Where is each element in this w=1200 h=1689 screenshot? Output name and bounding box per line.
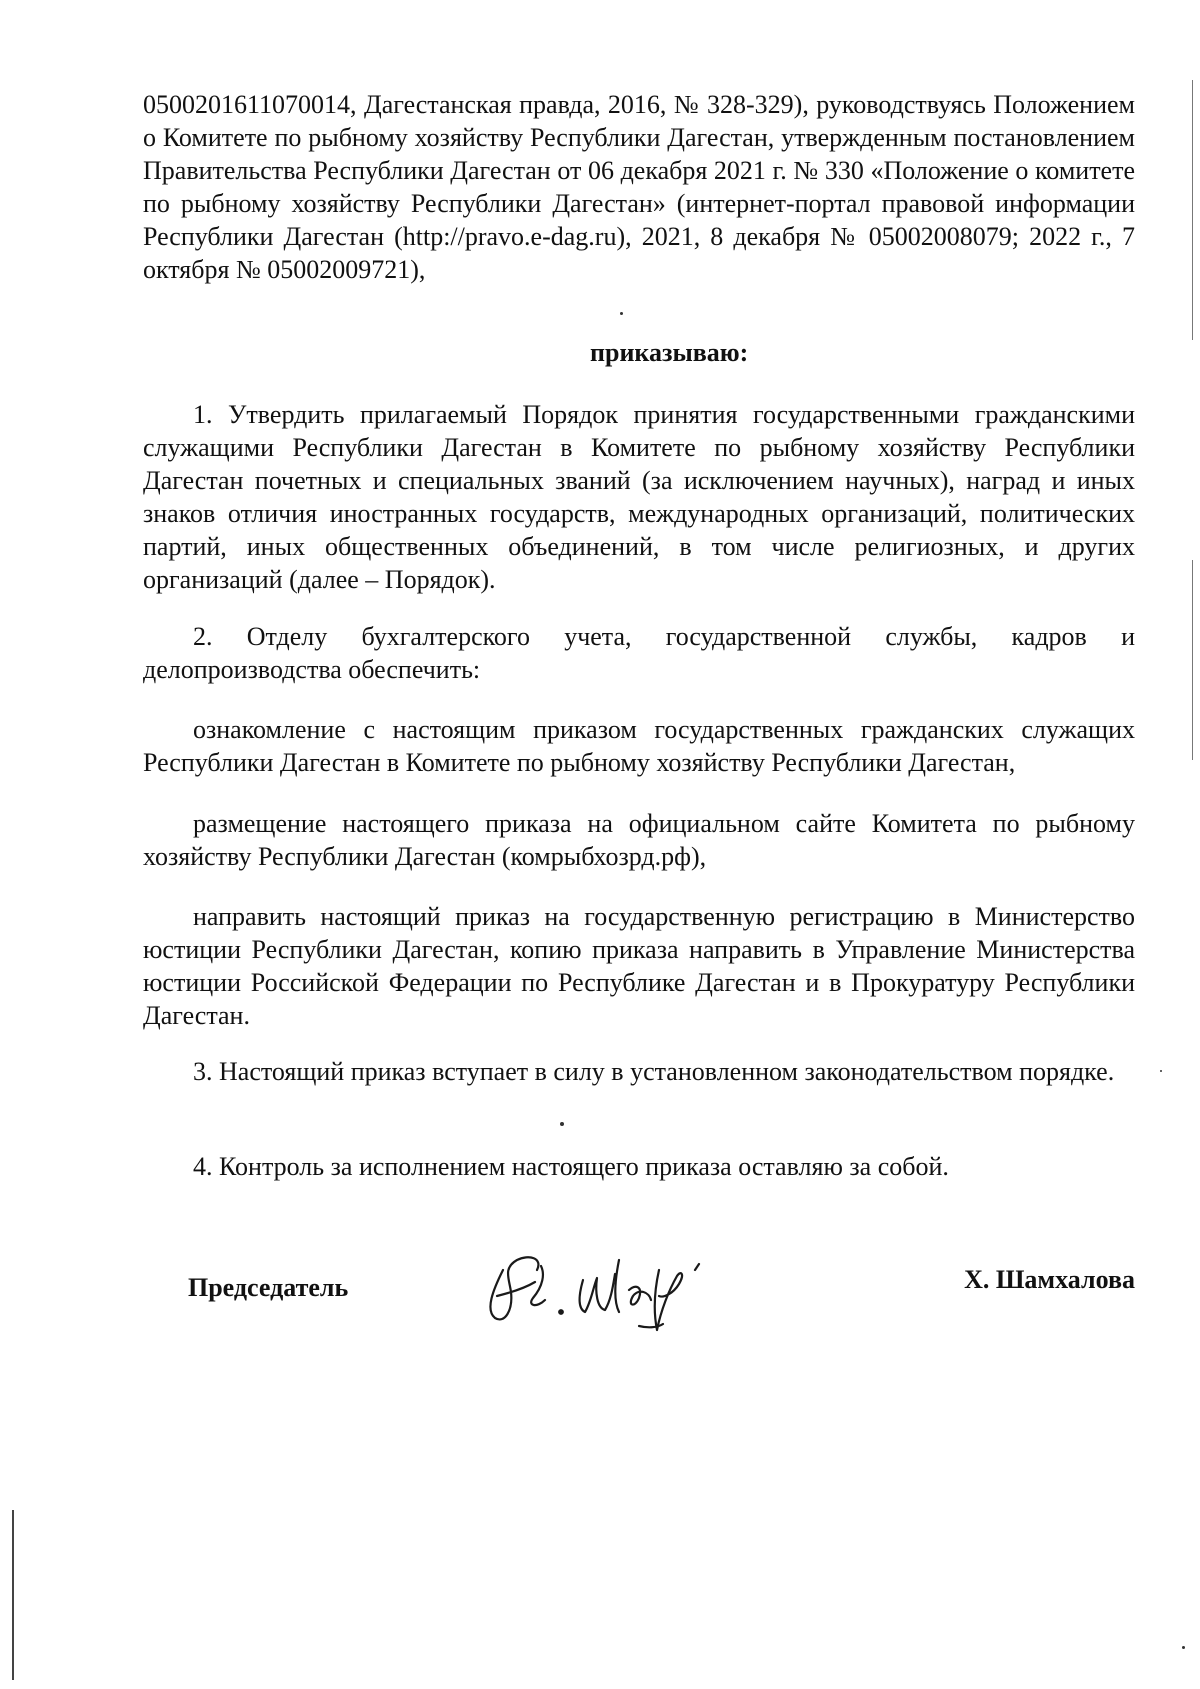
signature-block (143, 1240, 1135, 1340)
item-3-paragraph: 3. Настоящий приказ вступает в силу в установленном законодательством порядке. (193, 1057, 1115, 1086)
item-2-paragraph: 2. Отделу бухгалтерского учета, государственной службы, кадров и делопроизводства обеспечить: (143, 622, 1135, 684)
scan-speck (1182, 1646, 1185, 1649)
item-4-paragraph: 4. Контроль за исполнением настоящего приказа оставляю за собой. (193, 1152, 949, 1181)
scan-speck (620, 312, 623, 315)
signatory-title: Председатель (188, 1273, 349, 1302)
item-1-paragraph: 1. Утвердить прилагаемый Порядок принятия государственными гражданскими служащими Республики Дагестан в Комитете по рыбному хозяйству Республики Дагестан почетных и специальных званий (за исключением научных), наград и иных знаков отличия иностранных государств, международных организаций, политических партий, иных общественных объединений, в том числе религиозных, и других организаций (далее – Порядок). (143, 400, 1135, 594)
scan-speck (560, 1122, 564, 1126)
scan-edge-line-bottom-left (12, 1510, 14, 1680)
scan-edge-line-top-right (1192, 80, 1193, 340)
handwritten-signature (463, 1230, 723, 1340)
signatory-name: Х. Шамхалова (964, 1265, 1135, 1294)
order-heading: приказываю: (590, 338, 749, 367)
scan-speck (1160, 1070, 1162, 1072)
item-2-subpoint-registration: направить настоящий приказ на государственную регистрацию в Министерство юстиции Республики Дагестан, копию приказа направить в Управление Министерства юстиции Российской Федерации по Республике Дагестан и в Прокуратуру Республики Дагестан. (143, 902, 1135, 1030)
item-2-subpoint-publication: размещение настоящего приказа на официальном сайте Комитета по рыбному хозяйству Республики Дагестан (комрыбхозрд.рф), (143, 809, 1135, 871)
scan-edge-line-mid-right (1192, 560, 1193, 760)
intro-paragraph: 0500201611070014, Дагестанская правда, 2016, № 328-329), руководствуясь Положением о Комитете по рыбному хозяйству Республики Дагестан, утвержденным постановлением Правительства Республики Дагестан от 06 декабря 2021 г. № 330 «Положение о комитете по рыбному хозяйству Республики Дагестан» (интернет-портал правовой информации Республики Дагестан (http://pravo.e-dag.ru), 2021, 8 декабря № 05002008079; 2022 г., 7 октября № 05002009721), (143, 90, 1135, 284)
item-2-subpoint-familiarization: ознакомление с настоящим приказом государственных гражданских служащих Республики Дагестан в Комитете по рыбному хозяйству Республики Дагестан, (143, 715, 1135, 777)
